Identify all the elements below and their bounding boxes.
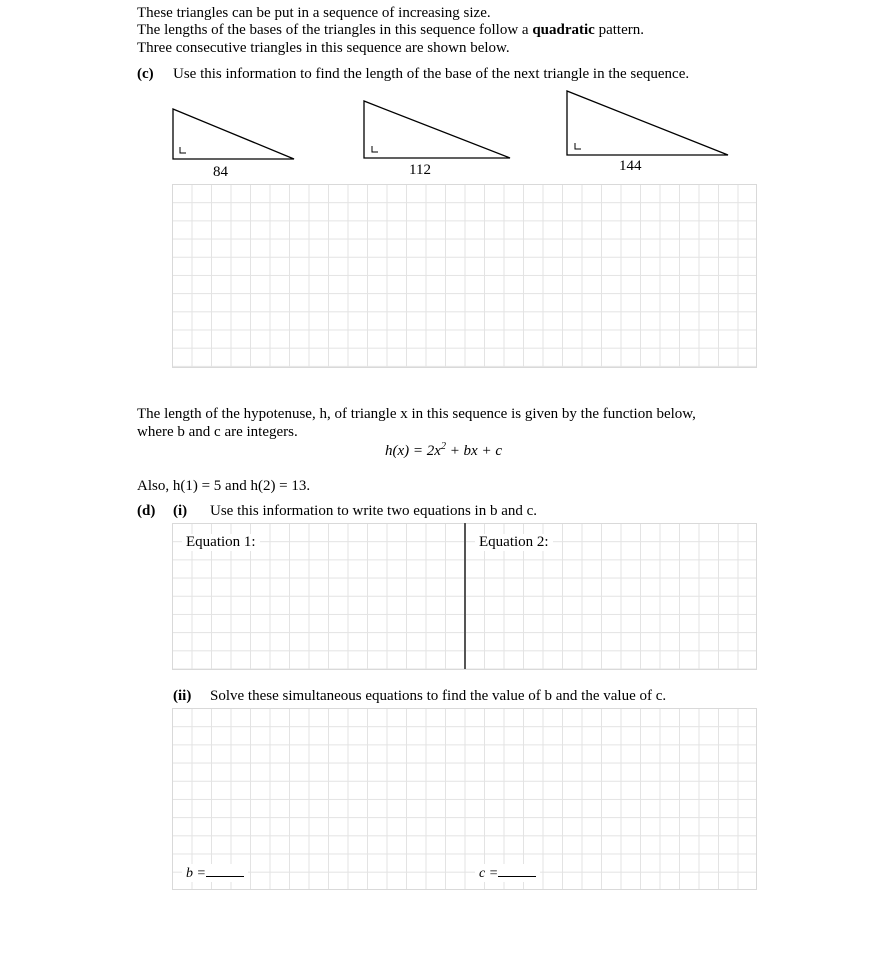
intro-line-2-pre: The lengths of the bases of the triangles in this sequence follow a — [137, 22, 533, 38]
answer-grid-d-ii[interactable] — [172, 708, 757, 890]
b-answer-line[interactable] — [206, 864, 244, 877]
triangles-figure — [0, 0, 892, 190]
equation-1-label: Equation 1: — [182, 534, 260, 551]
intro-line-1: These triangles can be put in a sequence of increasing size. — [137, 5, 491, 21]
c-answer-label: c = — [479, 866, 499, 881]
part-d-i-text: Use this information to write two equations in b and c. — [210, 503, 538, 519]
part-d-ii-text: Solve these simultaneous equations to find the value of b and the value of c. — [210, 688, 667, 704]
triangle-3 — [567, 91, 728, 155]
intro-line-3: Three consecutive triangles in this sequence are shown below. — [137, 40, 510, 56]
formula-rhs: + bx + c — [445, 443, 502, 459]
answer-grid-c[interactable] — [172, 184, 757, 368]
triangle-2 — [364, 101, 510, 158]
intro-line-2-bold: quadratic — [532, 22, 595, 38]
part-d-i-label: (i) — [173, 503, 188, 519]
b-answer-label: b = — [186, 866, 206, 881]
c-answer-line[interactable] — [498, 864, 536, 877]
part-d-label: (d) — [137, 503, 156, 519]
formula-lhs: h(x) = 2x — [385, 443, 441, 459]
formula-exponent: 2 — [440, 441, 446, 452]
hypotenuse-text-line-1: The length of the hypotenuse, h, of triangle x in this sequence is given by the function below, — [137, 406, 696, 422]
equation-2-label: Equation 2: — [475, 534, 553, 551]
b-answer[interactable] — [182, 864, 248, 882]
triangle-1-base-label: 84 — [213, 164, 228, 180]
triangle-2-base-label: 112 — [409, 162, 431, 178]
equation-divider — [464, 523, 466, 669]
triangle-1 — [173, 109, 294, 159]
hypotenuse-text-line-2: where b and c are integers. — [137, 424, 298, 440]
also-conditions: Also, h(1) = 5 and h(2) = 13. — [137, 478, 311, 494]
c-answer[interactable] — [475, 864, 540, 882]
intro-line-2-post: pattern. — [594, 22, 644, 38]
part-c-label: (c) — [137, 66, 154, 82]
hypotenuse-formula — [385, 441, 502, 460]
part-c-text: Use this information to find the length of the base of the next triangle in the sequence. — [173, 66, 690, 82]
triangle-3-base-label: 144 — [619, 158, 642, 174]
part-d-ii-label: (ii) — [173, 688, 192, 704]
